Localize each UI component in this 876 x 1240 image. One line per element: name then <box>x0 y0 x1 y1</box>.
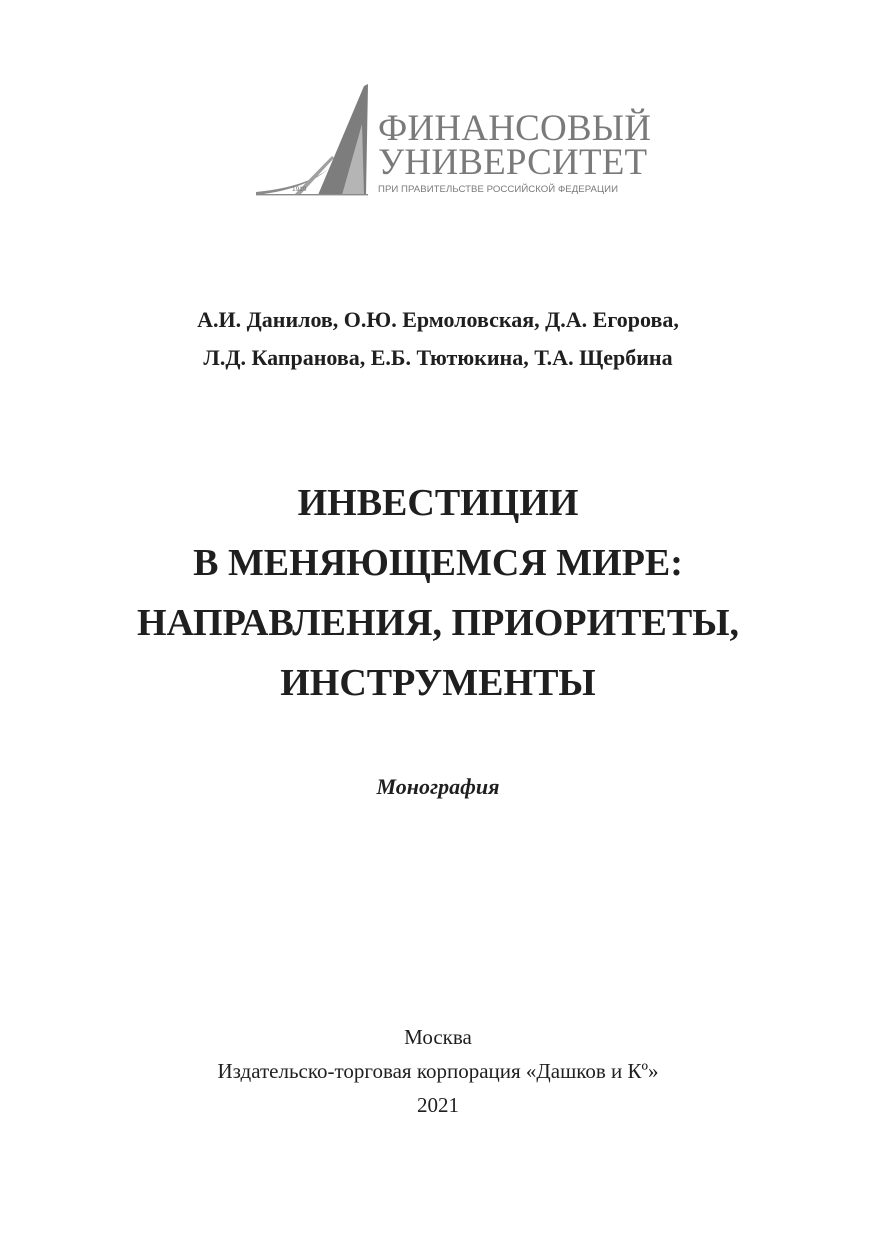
authors-line-2: Л.Д. Капранова, Е.Б. Тютюкина, Т.А. Щербина <box>203 345 673 370</box>
title-line-4: ИНСТРУМЕНТЫ <box>280 662 596 704</box>
book-title <box>0 473 876 713</box>
genre-label: Монография <box>376 774 500 799</box>
authors-block <box>0 301 876 377</box>
title-line-3: НАПРАВЛЕНИЯ, ПРИОРИТЕТЫ, <box>136 602 740 644</box>
logo-mark-icon <box>254 84 374 202</box>
logo-wordmark <box>378 108 652 196</box>
imprint-publisher: Издательско-торговая корпорация «Дашков и Кº» <box>217 1059 659 1083</box>
imprint-block <box>0 1020 876 1122</box>
logo-line-3: ПРИ ПРАВИТЕЛЬСТВЕ РОССИЙСКОЙ ФЕДЕРАЦИИ <box>378 184 619 195</box>
authors-line-1: А.И. Данилов, О.Ю. Ермоловская, Д.А. Егорова, <box>197 307 679 332</box>
title-line-1: ИНВЕСТИЦИИ <box>297 482 579 524</box>
logo-line-2: УНИВЕРСИТЕТ <box>378 142 648 183</box>
university-logo <box>254 84 652 202</box>
logo-year: 1919 <box>292 186 307 193</box>
imprint-year: 2021 <box>417 1093 459 1117</box>
imprint-city: Москва <box>404 1025 472 1049</box>
title-line-2: В МЕНЯЮЩЕМСЯ МИРЕ: <box>193 542 683 584</box>
logo-line-1: ФИНАНСОВЫЙ <box>378 108 652 149</box>
